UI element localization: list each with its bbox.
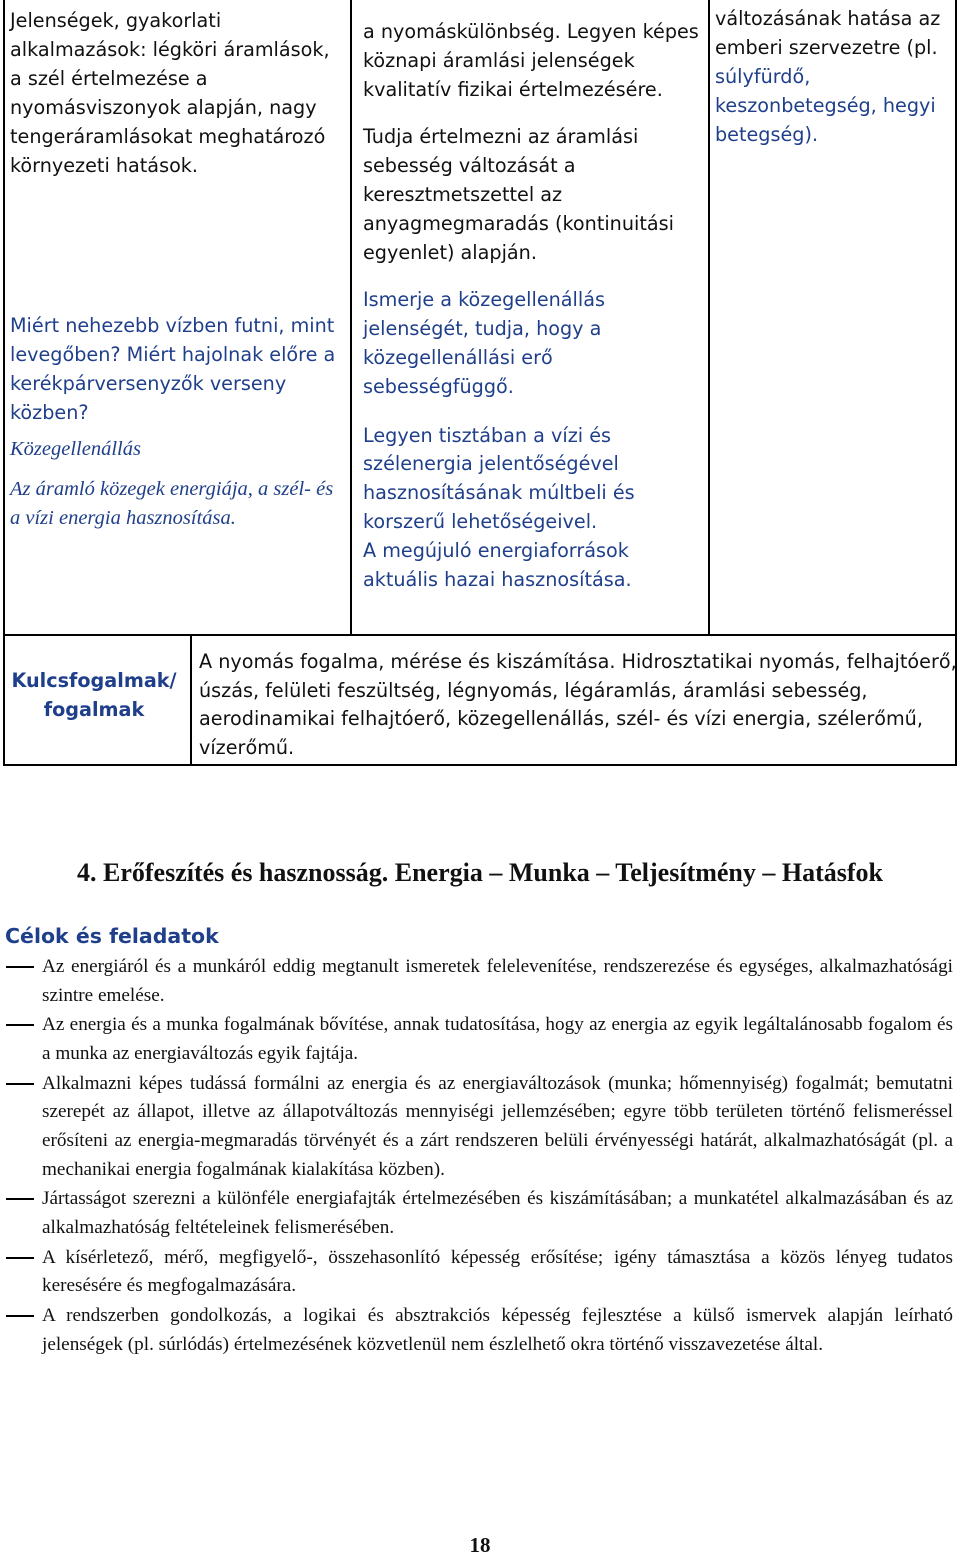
goals-list — [5, 953, 953, 1360]
section-title: 4. Erőfeszítés és hasznosság. Energia – Munka – Teljesítmény – Hatásfok — [77, 858, 883, 887]
goal-item: Az energia és a munka fogalmának bővítése, annak tudatosítása, hogy az energia az egyik legáltalánosabb fogalom és a munka az energiaváltozás egyik fajtája. — [5, 1011, 953, 1068]
table-divider-col1 — [350, 0, 352, 636]
dash-bullet-icon — [6, 1257, 34, 1259]
key-concepts-label-line1: Kulcsfogalmak/ — [11, 669, 177, 692]
dash-bullet-icon — [6, 1315, 34, 1317]
requirement-continuity: Tudja értelmezni az áramlási sebesség változását a keresztmetszettel az anyagmegmaradás (kontinuitási egyenlet) alapján. — [363, 125, 674, 264]
goal-item: Alkalmazni képes tudássá formálni az energia és az energiaváltozások (munka; hőmennyiség) fogalmát; bemutatni szerepét az állapot, illetve az állapotváltozás mennyiségi jellemzésében; egyre több területen történő felismeréssel erősíteni az energia-megmaradás törvényét és a zárt rendszeren belüli érvényességi határát, alkalmazhatóságát (pl. a mechanikai energia fogalmának kialakítása közben). — [5, 1070, 953, 1184]
questions-text: Miért nehezebb vízben futni, mint levegőben? Miért hajolnak előre a kerékpárversenyzők verseny közben? — [10, 314, 336, 424]
drag-topic: Közegellenállás — [10, 438, 141, 460]
goal-item: A rendszerben gondolkozás, a logikai és absztrakciós képesség fejlesztése a külső ismervek alapján leírható jelenségek (pl. súrlódás) értelmezésének közvetlenül nem észlelhető okra történő visszavezetése által. — [5, 1302, 953, 1359]
requirement-renewable: A megújuló energiaforrások aktuális hazai hasznosítása. — [363, 538, 632, 591]
energy-topic: Az áramló közegek energiája, a szél- és a vízi energia hasznosítása. — [10, 478, 334, 529]
connection-text-a: változásának hatása az emberi szervezetre (pl. — [715, 7, 941, 59]
table-row-divider — [3, 634, 957, 636]
requirement-water-wind: Legyen tisztában a vízi és szélenergia jelentőségével hasznosításának múltbeli és korszerű lehetőségeivel. — [363, 423, 635, 533]
table-cell-connections — [715, 4, 955, 149]
dash-bullet-icon — [6, 1083, 34, 1085]
table-divider-kulcs — [190, 634, 192, 766]
page-number: 18 — [469, 1533, 491, 1557]
table-divider-col2 — [708, 0, 710, 636]
key-concepts-label — [4, 666, 184, 724]
dash-bullet-icon — [6, 966, 34, 968]
table-border-bottom — [3, 764, 957, 766]
goal-item: Jártasságot szerezni a különféle energiafajták értelmezésében és kiszámításában; a munkatétel alkalmazásában és az alkalmazhatóság feltételeinek felismerésében. — [5, 1185, 953, 1242]
requirement-pressure-diff: a nyomáskülönbség. Legyen képes köznapi áramlási jelenségek kvalitatív fizikai értelmezésére. — [363, 20, 699, 101]
key-concepts-text: A nyomás fogalma, mérése és kiszámítása. Hidrosztatikai nyomás, felhajtóerő, úszás, felületi feszültség, légnyomás, légáramlás, áramlási sebesség, aerodinamikai felhajtóerő, közegellenállás, szél- és vízi energia, szélerőmű, vízerőmű. — [199, 650, 957, 760]
requirement-drag: Ismerje a közegellenállás jelenségét, tudja, hogy a közegellenállási erő sebességfüggő. — [363, 288, 605, 398]
dash-bullet-icon — [6, 1024, 34, 1026]
key-concepts-label-line2: fogalmak — [43, 698, 145, 721]
connection-text-b: súlyfürdő, keszonbetegség, hegyi betegség). — [715, 65, 936, 146]
dash-bullet-icon — [6, 1198, 34, 1200]
phenomena-text: Jelenségek, gyakorlati alkalmazások: légköri áramlások, a szél értelmezése a nyomásviszonyok alapján, nagy tengeráramlásokat meghatározó környezeti hatások. — [10, 9, 330, 177]
goal-item: A kísérletező, mérő, megfigyelő-, összehasonlító képesség erősítése; igény támasztása a közös lényeg tudatos keresésére és megfogalmazására. — [5, 1244, 953, 1301]
table-border-left — [3, 0, 5, 766]
table-cell-phenomena — [10, 6, 340, 532]
table-cell-requirements — [363, 18, 708, 594]
goal-item: Az energiáról és a munkáról eddig megtanult ismeretek felelevenítése, rendszerezése és egységes, alkalmazhatósági szintre emelése. — [5, 953, 953, 1010]
connection-text — [715, 4, 955, 149]
goals-heading: Célok és feladatok — [5, 924, 219, 948]
